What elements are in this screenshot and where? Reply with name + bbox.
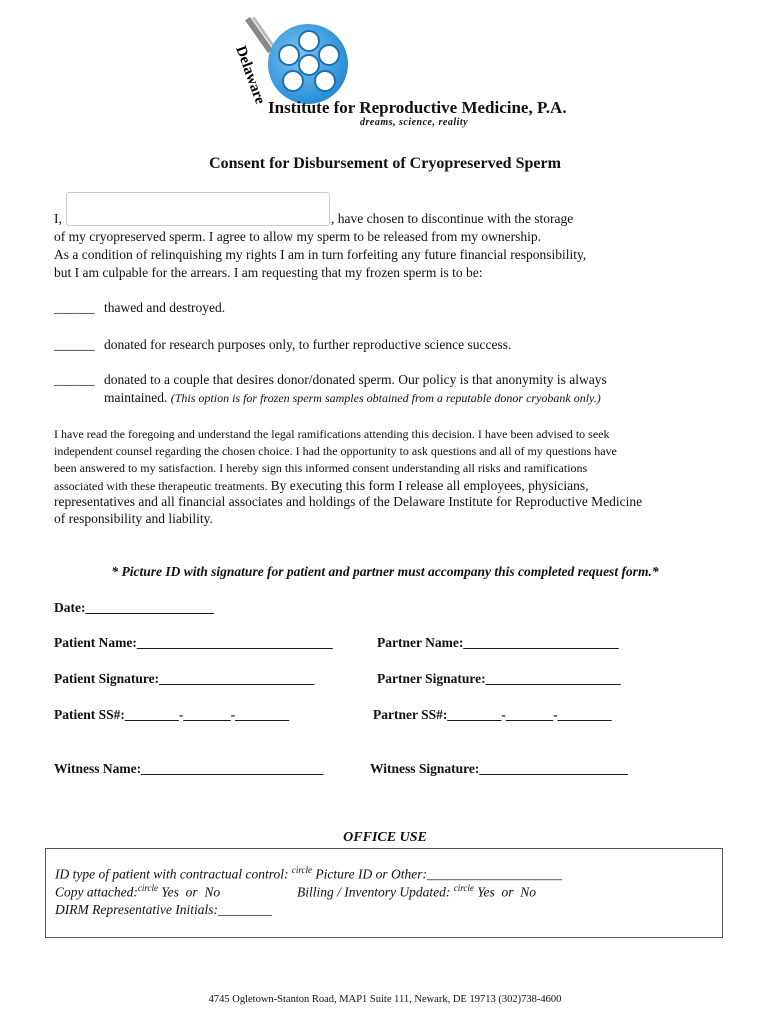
page-title: Consent for Disbursement of Cryopreserved Sperm [209, 155, 561, 172]
id-type-options[interactable]: Picture ID or Other:____________________ [315, 866, 562, 882]
footer-address: 4745 Ogletown-Stanton Road, MAP1 Suite 111, Newark, DE 19713 (302)738-4600 [208, 994, 562, 1005]
intro-line1: , have chosen to discontinue with the storage [331, 211, 574, 226]
logo-arc-letter: Delaware [232, 43, 268, 107]
patient-signature-field[interactable]: Patient Signature:_______________________ [54, 671, 315, 686]
logo-brand-name: Institute for Reproductive Medicine, P.A. [268, 98, 567, 117]
intro-line2: of my cryopreserved sperm. I agree to allow my sperm to be released from my ownership. [54, 229, 541, 244]
consent-line: of responsibility and liability. [54, 511, 213, 526]
option-blank[interactable]: ______ [54, 300, 95, 315]
partner-name-field[interactable]: Partner Name:_______________________ [377, 635, 619, 650]
office-use-title: OFFICE USE [343, 830, 427, 845]
billing-label: Billing / Inventory Updated: [297, 884, 451, 900]
intro-prefix: I, [54, 211, 62, 226]
picture-id-note: * Picture ID with signature for patient and partner must accompany this completed request form.* [111, 564, 659, 579]
partner-signature-field[interactable]: Partner Signature:____________________ [377, 671, 621, 686]
circle-hint: circle [137, 883, 159, 893]
option3-continuation [104, 389, 601, 407]
patient-name-field[interactable]: Patient Name:_____________________________ [54, 635, 333, 650]
option-text: thawed and destroyed. [104, 300, 226, 315]
billing-yes-no[interactable]: Yes or No [477, 884, 537, 900]
option-blank[interactable]: ______ [54, 337, 95, 352]
date-field[interactable]: Date:___________________ [54, 600, 214, 615]
office-copy-line [55, 883, 220, 901]
office-id-type-line [55, 865, 562, 883]
patient-name-input[interactable] [66, 192, 330, 226]
patient-ss-field[interactable]: Patient SS#:________-_______-________ [54, 707, 290, 722]
office-billing-line [297, 883, 536, 901]
office-initials-line[interactable]: DIRM Representative Initials:________ [55, 902, 272, 917]
option-text: donated to a couple that desires donor/donated sperm. Our policy is that anonymity is always [104, 372, 607, 387]
consent-line: representatives and all financial associates and holdings of the Delaware Institute for Reproductive Medicine [54, 494, 643, 509]
consent-line: I have read the foregoing and understand the legal ramifications attending this decision. I have been advised to seek [54, 427, 610, 441]
consent-line: independent counsel regarding the chosen choice. I had the opportunity to ask questions and all of my questions have [54, 444, 617, 458]
id-type-label: ID type of patient with contractual control: [55, 866, 289, 882]
intro-line3: As a condition of relinquishing my rights I am in turn forfeiting any future financial responsibility, [54, 247, 587, 262]
logo-tagline: dreams, science, reality [360, 117, 469, 128]
copy-attached-yes-no[interactable]: Yes or No [161, 884, 221, 900]
circle-hint: circle [453, 883, 474, 893]
partner-ss-field[interactable]: Partner SS#:________-_______-________ [373, 707, 612, 722]
option3-note: (This option is for frozen sperm samples obtained from a reputable donor cryobank only.) [170, 391, 601, 405]
option3-cont-text: maintained. [104, 390, 168, 405]
consent-line: been answered to my satisfaction. I hereby sign this informed consent understanding all risks and ramifications [54, 461, 588, 475]
copy-attached-label: Copy attached: [55, 884, 138, 900]
intro-line4: but I am culpable for the arrears. I am requesting that my frozen sperm is to be: [54, 265, 483, 280]
option-blank[interactable]: ______ [54, 372, 95, 387]
witness-name-field[interactable]: Witness Name:___________________________ [54, 761, 324, 776]
option-text: donated for research purposes only, to further reproductive science success. [104, 337, 512, 352]
office-use-box [45, 848, 723, 938]
circle-hint: circle [291, 865, 312, 875]
consent-line: By executing this form I release all employees, physicians, [270, 478, 589, 493]
consent-line: associated with these therapeutic treatments. [54, 479, 268, 493]
consent-paragraph [54, 426, 714, 495]
witness-signature-field[interactable]: Witness Signature:______________________ [370, 761, 628, 776]
